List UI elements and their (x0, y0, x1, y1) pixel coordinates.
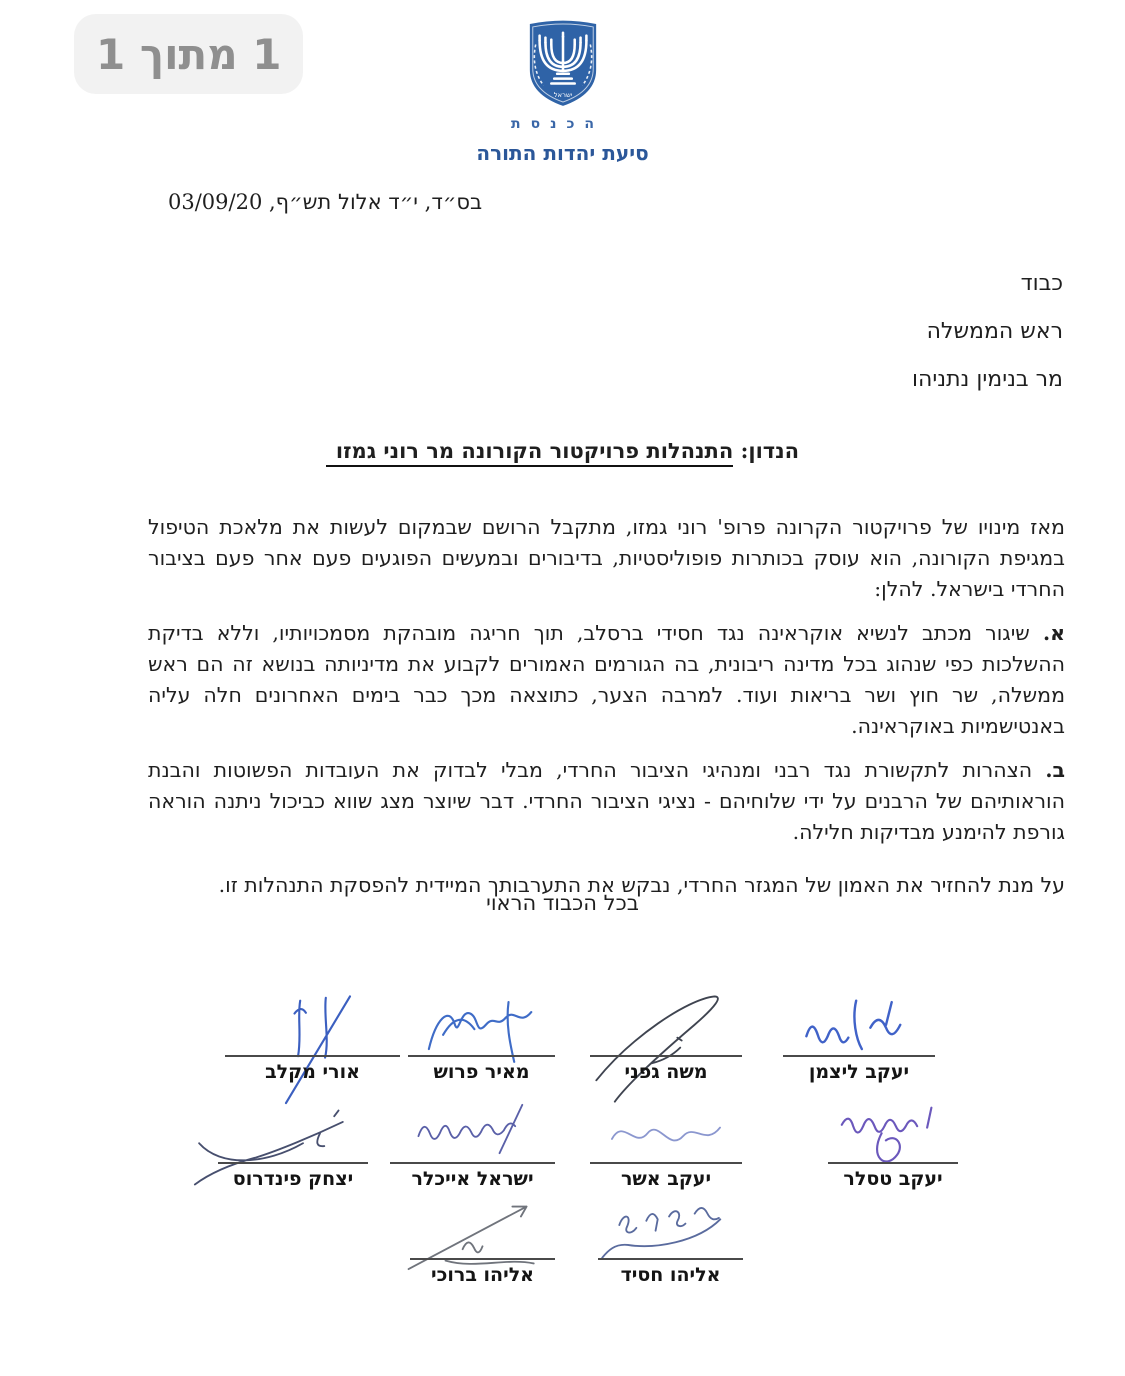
signature-scribble (285, 996, 349, 1103)
signature-block (225, 995, 400, 1083)
signature-scribble (842, 1108, 932, 1162)
emblem-caption: ישראל (553, 91, 572, 100)
signature-line (218, 1162, 368, 1164)
signatory-name: משה גפני (624, 1061, 708, 1083)
knesset-label: הכנסת (511, 116, 604, 132)
item-a-label: א. (1042, 621, 1065, 645)
signature-block (410, 1198, 555, 1286)
signature-line (783, 1055, 935, 1057)
signature-block (590, 1102, 742, 1190)
signature-block (590, 995, 742, 1083)
signatory-name: יעקב טסלר (843, 1168, 943, 1190)
signatory-name: ישראל אייכלר (411, 1168, 534, 1190)
date-line: בס״ד, י״ד אלול תש״ף, 03/09/20 (168, 190, 483, 214)
signatory-name: יעקב אשר (620, 1168, 712, 1190)
signatory-name: יעקב ליצמן (808, 1061, 910, 1083)
signature-block (783, 995, 935, 1083)
signoff-line: בכל הכבוד הראוי (486, 891, 639, 915)
signature-block (408, 995, 555, 1083)
closing-paragraph: על מנת להחזיר את האמון של המגזר החרדי, נבקש את התערבותך המיידית להפסקת התנהלות זו. (218, 873, 1065, 897)
subject-line (0, 438, 1125, 463)
signature-block (218, 1102, 368, 1190)
letter-body (148, 512, 1065, 914)
signature-scribble (612, 1128, 720, 1141)
signature-line (225, 1055, 400, 1057)
recipient-block (912, 260, 1063, 404)
signature-line (408, 1055, 555, 1057)
israel-emblem-icon (524, 16, 602, 110)
recipient-title: ראש הממשלה (926, 319, 1063, 344)
intro-paragraph: מאז מינויו של פרויקטור הקרונה פרופ' רוני גמזו, מתקבל הרושם שבמקום לעשות את מלאכת הטיפול במגיפת הקורונה, הוא עוסק בכותרות פופוליסטיות, בדיבורים ובמעשים הפוגעים פעם אחר פעם בציבור החרדי בישראל. להלן: (148, 515, 1065, 601)
recipient-name: מר בנימין נתניהו (911, 367, 1063, 392)
page-counter-badge: 1 מתוך 1 (74, 14, 303, 94)
faction-label: סיעת יהדות התורה (476, 141, 649, 165)
signature-line (410, 1258, 555, 1260)
signature-scribble (596, 996, 718, 1101)
recipient-honorific: כבוד (1020, 271, 1063, 296)
item-b-paragraph (148, 755, 1065, 848)
signature-block (598, 1198, 743, 1286)
signature-block (828, 1102, 958, 1190)
signatory-name: מאיר פרוש (433, 1061, 530, 1083)
signatory-name: אליהו חסיד (620, 1264, 721, 1286)
subject-title: התנהלות פרויקטור הקורונה מר רוני גמזו (326, 438, 733, 467)
signature-line (590, 1055, 742, 1057)
signatory-name: אורי מקלב (265, 1061, 360, 1083)
signature-block (390, 1102, 555, 1190)
signature-line (598, 1258, 743, 1260)
signature-scribble (602, 1208, 720, 1258)
signature-line (828, 1162, 958, 1164)
signature-line (590, 1162, 742, 1164)
item-a-text: שיגור מכתב לנשיא אוקראינה נגד חסידי ברסלב, תוך חריגה מובהקת מסמכויותיו, וללא בדיקת ההשלכות כפי שנהוג בכל מדינה ריבונית, בה הגורמים האמורים לקבוע את מדיניותה בנושא זה הם ראש ממשלה, שר חוץ ושר בריאות ועוד. למרבה הצער, כתוצאה מכך כבר בימים האחרונים חלה עליה באנטישמיות באוקראינה. (148, 621, 1065, 738)
signatory-name: אליהו ברוכי (431, 1264, 535, 1286)
item-a-paragraph (148, 618, 1065, 742)
item-b-label: ב. (1045, 758, 1065, 782)
signatory-name: יצחק פינדרוס (232, 1168, 354, 1190)
item-b-text: הצהרות לתקשורת נגד רבני ומנהיגי הציבור החרדי, מבלי לבדוק את העובדות הפשוטות והבנת הוראותיהם של הרבנים על ידי שלוחיהם - נציגי הציבור החרדי. דבר שיוצר מצג שווא כביכול ניתנה הוראה גורפת להימנע מבדיקות חלילה. (148, 758, 1065, 844)
signature-scribble (418, 1105, 522, 1153)
signature-scribble (429, 1002, 531, 1062)
subject-prefix: הנדון: (740, 438, 800, 463)
signature-line (390, 1162, 555, 1164)
signature-scribble (806, 1001, 900, 1049)
letterhead (0, 16, 1125, 165)
